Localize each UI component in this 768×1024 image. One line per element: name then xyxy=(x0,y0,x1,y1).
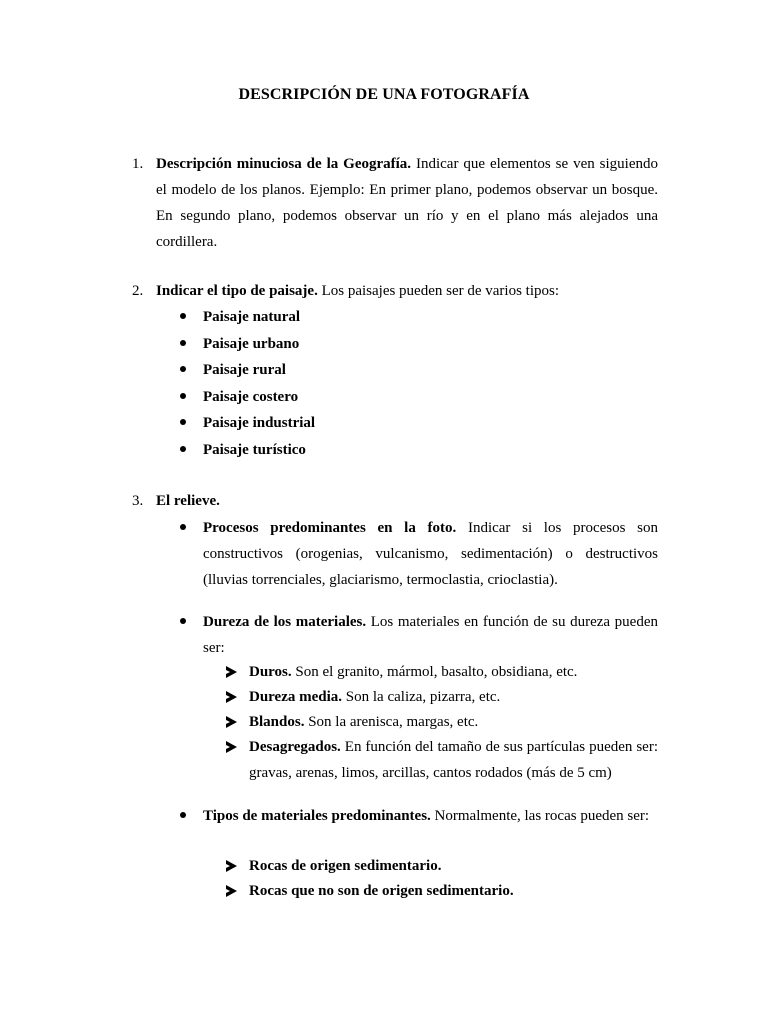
list-item-label: Paisaje natural xyxy=(203,309,301,325)
list-item-lead: Tipos de materiales predominantes. xyxy=(203,808,431,824)
sub-list-item-lead: Desagregados. xyxy=(249,739,341,755)
list-item-paragraph xyxy=(203,515,658,593)
section-text: Indicar que elementos se ven siguiendo el modelo de los planos. Ejemplo: En primer plano, podemos observar un bosque. En segundo plano, podemos observar un río y en el plano más alejados una cordillera. xyxy=(156,156,658,250)
section-lead: Indicar el tipo de paisaje. xyxy=(156,283,318,299)
bullet-icon xyxy=(180,340,186,346)
list-item xyxy=(0,410,768,436)
bullet-icon xyxy=(180,524,186,530)
list-item-label: Paisaje turístico xyxy=(203,442,306,458)
list-item-lead: Procesos predominantes en la foto. xyxy=(203,520,457,536)
arrow-bullet-icon xyxy=(226,885,237,897)
sub-list-item-lead: Blandos. xyxy=(249,714,305,730)
sub-list-item-lead: Rocas que no son de origen sedimentario. xyxy=(249,883,514,899)
list-item xyxy=(0,357,768,383)
list-item-paragraph xyxy=(203,609,658,661)
sub-list-item xyxy=(249,734,658,786)
section-number: 2. xyxy=(132,283,144,299)
section-text: Los paisajes pueden ser de varios tipos: xyxy=(321,283,560,299)
sub-list-item xyxy=(249,684,658,710)
arrow-bullet-icon xyxy=(226,716,237,728)
sub-list-item-lead: Dureza media. xyxy=(249,689,343,705)
sub-list-item xyxy=(249,878,658,904)
section-number: 3. xyxy=(132,493,144,509)
list-item-text: Indicar si los procesos son constructivos (orogenias, vulcanismo, sedimentación) o destructivos (lluvias torrenciales, glaciarismo, termoclastia, crioclastia). xyxy=(203,520,659,588)
bullet-icon xyxy=(180,446,186,452)
list-item xyxy=(0,384,768,410)
sub-list-item-lead: Duros. xyxy=(249,664,292,680)
sub-list-item xyxy=(249,659,658,685)
section-number: 1. xyxy=(132,156,144,172)
bullet-icon xyxy=(180,366,186,372)
sub-list-item-text: En función del tamaño de sus partículas pueden ser: gravas, arenas, limos, arcillas, cantos rodados (más de 5 cm) xyxy=(249,739,659,781)
section-lead: El relieve. xyxy=(156,493,220,509)
arrow-bullet-icon xyxy=(226,860,237,872)
sub-list-item-lead: Rocas de origen sedimentario. xyxy=(249,858,442,874)
list-item-text: Normalmente, las rocas pueden ser: xyxy=(434,808,650,824)
arrow-bullet-icon xyxy=(226,666,237,678)
sub-list-item xyxy=(249,853,658,879)
sub-list-item-text: Son la arenisca, margas, etc. xyxy=(308,714,479,730)
section-lead: Descripción minuciosa de la Geografía. xyxy=(156,156,412,172)
list-item-lead: Dureza de los materiales. xyxy=(203,614,367,630)
sub-list-item-text: Son el granito, mármol, basalto, obsidiana, etc. xyxy=(295,664,578,680)
list-item-label: Paisaje industrial xyxy=(203,415,316,431)
bullet-icon xyxy=(180,419,186,425)
sub-list-item xyxy=(249,709,658,735)
document-title: DESCRIPCIÓN DE UNA FOTOGRAFÍA xyxy=(238,86,530,103)
list-item xyxy=(0,437,768,463)
bullet-icon xyxy=(180,393,186,399)
bullet-icon xyxy=(180,618,186,624)
section-paragraph xyxy=(156,151,658,255)
bullet-icon xyxy=(180,812,186,818)
section-paragraph xyxy=(156,278,658,304)
section-paragraph xyxy=(156,488,658,514)
bullet-icon xyxy=(180,313,186,319)
arrow-bullet-icon xyxy=(226,691,237,703)
arrow-bullet-icon xyxy=(226,741,237,753)
list-item xyxy=(0,331,768,357)
list-item-text: Los materiales en función de su dureza pueden ser: xyxy=(203,614,659,656)
list-item-label: Paisaje rural xyxy=(203,362,286,378)
list-item-label: Paisaje urbano xyxy=(203,336,300,352)
list-item xyxy=(0,304,768,330)
list-item-label: Paisaje costero xyxy=(203,389,299,405)
sub-list-item-text: Son la caliza, pizarra, etc. xyxy=(345,689,501,705)
list-item-paragraph xyxy=(203,803,658,829)
